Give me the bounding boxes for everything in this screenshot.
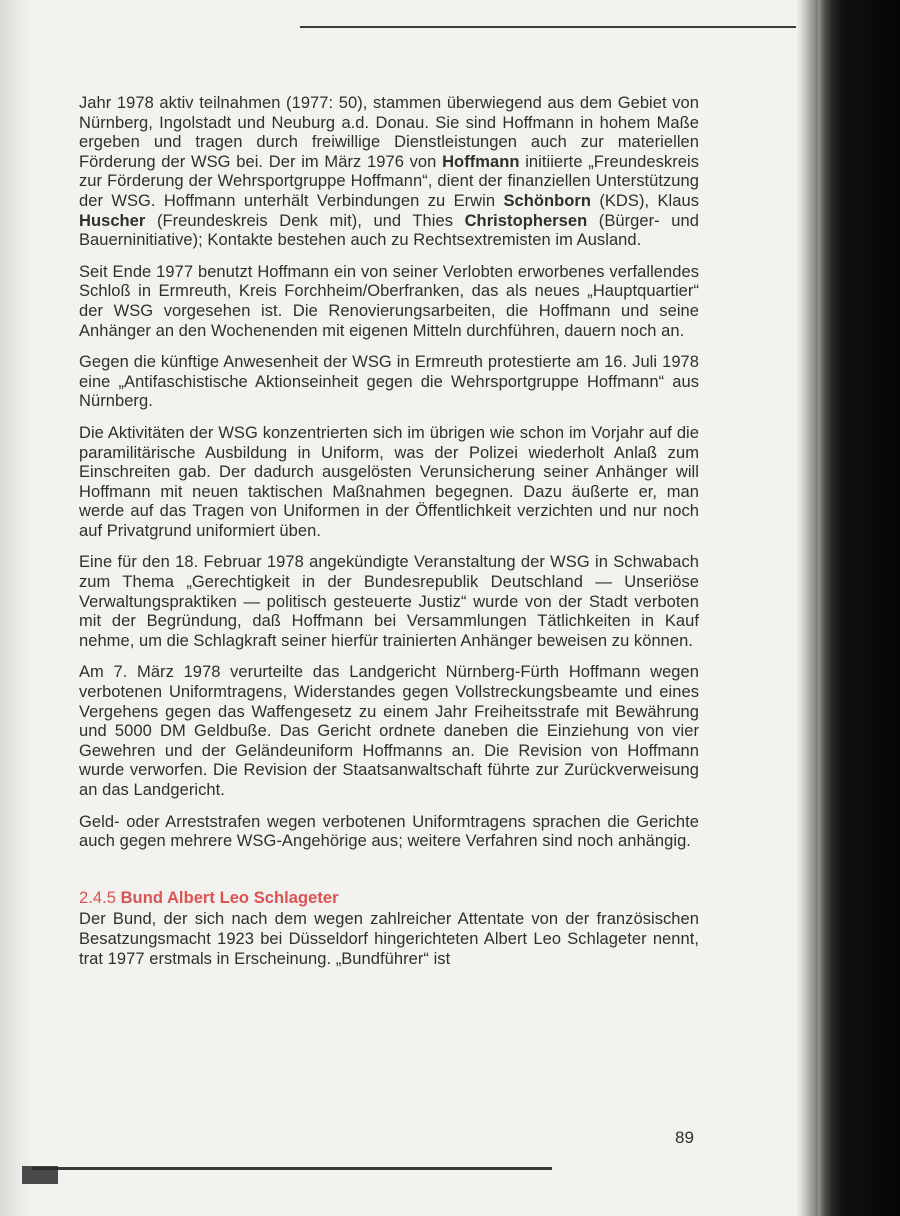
page-number: 89: [675, 1128, 694, 1147]
paragraph-1-bold-schonborn: Schönborn: [503, 191, 591, 210]
paragraph-ermreuth-castle: Seit Ende 1977 benutzt Hoffmann ein von seiner Verlobten erworbenes verfallendes Schloß in Ermreuth, Kreis Forchheim/Oberfranken, das als neues „Hauptquartier“ der WSG vorgesehen ist. Die Renovierungsarbeiten, die Hoffmann und seine Anhänger an den Wochenenden mit eigenen Mitteln durchführen, dauern noch an.: [79, 262, 699, 340]
scan-corner-mark: [22, 1166, 58, 1184]
document-body: [79, 94, 699, 981]
section-heading: [79, 889, 699, 909]
paragraph-1-bold-huscher: Huscher: [79, 211, 146, 230]
paragraph-ermreuth-protest: Gegen die künftige Anwesenheit der WSG in Ermreuth protestierte am 16. Juli 1978 eine „Antifaschistische Aktionseinheit gegen die Wehrsportgruppe Hoffmann“ aus Nürnberg.: [79, 353, 699, 411]
top-edge-rule: [300, 26, 820, 28]
paragraph-1-bold-hoffmann: Hoffmann: [442, 152, 520, 171]
book-spine: [796, 0, 900, 1216]
paragraph-1-text-part-3: (KDS), Klaus: [590, 191, 699, 210]
page-left-shadow: [0, 0, 34, 1216]
paragraph-court-verdict: Am 7. März 1978 verurteilte das Landgericht Nürnberg-Fürth Hoffmann wegen verbotenen Uniformtragens, Widerstandes gegen Vollstreckungsbeamte und eines Vergehens gegen das Waffengesetz zu einem Jahr Freiheitsstrafe mit Bewährung und 5000 DM Geldbuße. Das Gericht ordnete daneben die Einziehung von vier Gewehren und der Geländeuniform Hoffmanns an. Die Revision von Hoffmann wurde verworfen. Die Revision der Staatsanwaltschaft führte zur Zurückverweisung an das Landgericht.: [79, 663, 699, 799]
paragraph-schwabach-event: Eine für den 18. Februar 1978 angekündigte Veranstaltung der WSG in Schwabach zum Thema „Gerechtigkeit in der Bundesrepublik Deutschland — Unseriöse Verwaltungspraktiken — politisch gesteuerte Justiz“ wurde von der Stadt verboten mit der Begründung, daß Hoffmann bei Versammlungen Tätlichkeiten in Kauf nehme, um die Schlagkraft seiner hierfür trainierten Anhänger beweisen zu können.: [79, 553, 699, 650]
paragraph-schlageter: Der Bund, der sich nach dem wegen zahlreicher Attentate von der französischen Besatzungsmacht 1923 bei Düsseldorf hingerichteten Albert Leo Schlageter nennt, trat 1977 erstmals in Erscheinung. „Bundführer“ ist: [79, 910, 699, 968]
paragraph-paramilitary-training: Die Aktivitäten der WSG konzentrierten sich im übrigen wie schon im Vorjahr auf die paramilitärische Ausbildung in Uniform, was der Polizei wiederholt Anlaß zum Einschreiten gab. Der dadurch ausgelösten Verunsicherung seiner Anhänger will Hoffmann mit neuen taktischen Maßnahmen begegnen. Dazu äußerte er, man werde auf das Tragen von Uniformen in der Öffentlichkeit verzichten und nur noch auf Privatgrund uniformiert üben.: [79, 423, 699, 540]
paragraph-wsg-members: [79, 94, 699, 251]
paragraph-fines: Geld- oder Arreststrafen wegen verbotenen Uniformtragens sprachen die Gerichte auch gegen mehrere WSG-Angehörige aus; weitere Verfahren sind noch anhängig.: [79, 812, 699, 851]
section-title: Bund Albert Leo Schlageter: [120, 888, 339, 907]
bottom-edge-rule: [32, 1167, 552, 1170]
section-number: 2.4.5: [79, 888, 116, 907]
spine-highlight: [818, 0, 824, 1216]
paragraph-1-text-part-4: (Freundeskreis Denk mit), und Thies: [145, 211, 465, 230]
paragraph-1-text-part-2: initiierte „Freundeskreis zur Förderung der Wehrsportgruppe Hoffmann“, dient der finanziellen Unterstützung der WSG. Hoffmann unterhält Verbindungen zu Erwin: [79, 152, 699, 210]
paragraph-1-bold-christophersen: Christophersen: [464, 211, 588, 230]
paragraph-1-text-part-1: Jahr 1978 aktiv teilnahmen (1977: 50), stammen überwiegend aus dem Gebiet von Nürnberg, Ingolstadt und Neuburg a.d. Donau. Sie sind Hoffmann in hohem Maße ergeben und tragen durch freiwillige Dienstleistungen auch zur materiellen Förderung der WSG bei. Der im März 1976 von: [79, 94, 699, 171]
paragraph-1-text-part-5: (Bürger- und Bauerninitiative); Kontakte bestehen auch zu Rechtsextremisten im Ausland.: [79, 211, 699, 250]
